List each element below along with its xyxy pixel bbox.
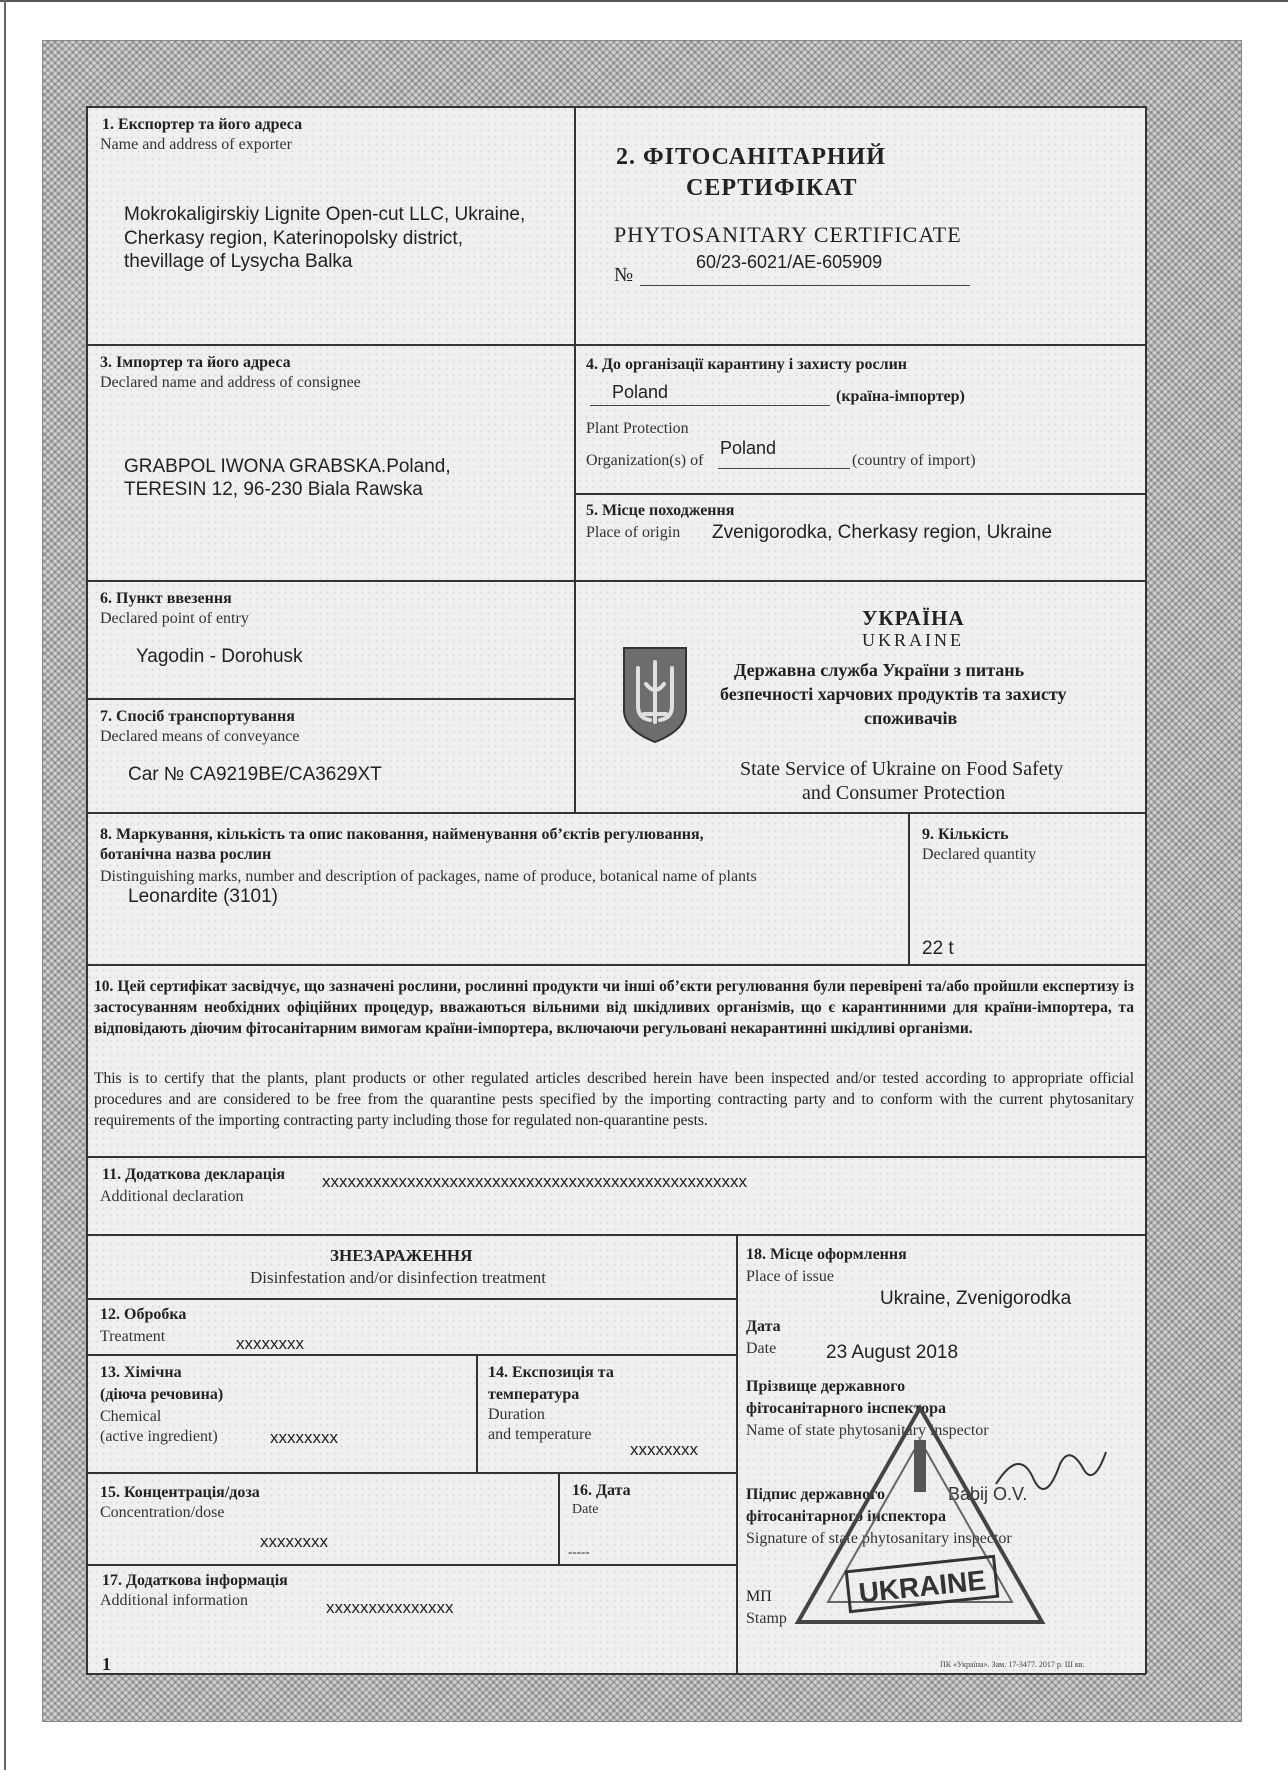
issue-date-label-en: Date: [746, 1340, 777, 1357]
page-number: 1: [102, 1654, 111, 1674]
treatment-date-label-uk: 16. Дата: [572, 1482, 631, 1499]
importer-line-2: TERESIN 12, 96-230 Biala Rawska: [124, 479, 423, 500]
authority-country-uk: УКРАЇНА: [862, 606, 965, 630]
treatment-date-label-en: Date: [572, 1502, 599, 1517]
rule: [1145, 106, 1147, 1674]
exporter-line-2: Cherkasy region, Katerinopolsky district,: [124, 228, 463, 249]
duration-value: xxxxxxxx: [630, 1440, 698, 1459]
quantity-label-en: Declared quantity: [922, 846, 1037, 863]
trident-icon: [620, 644, 690, 744]
signature-label-uk-1: Підпис державного: [746, 1486, 885, 1503]
chemical-label-en-1: Chemical: [100, 1408, 162, 1425]
certification-text-en: This is to certify that the plants, plant products or other regulated articles described herein have been inspected and/or tested according to appropriate official procedures and are considered to be free from the quarantine pests specified by the importing contracting party and to conform with the current phytosanitary requirements of the importing contracting party including those for regulated non-quarantine pests.: [94, 1070, 1134, 1129]
rule: [86, 1673, 1146, 1675]
inspector-label-uk-1: Прізвище державного: [746, 1378, 906, 1395]
issue-date-value: 23 August 2018: [826, 1342, 959, 1363]
additional-info-label-en: Additional information: [100, 1592, 248, 1609]
authority-name-uk-2: безпечності харчових продуктів та захисту: [720, 684, 1067, 704]
additional-info-value: xxxxxxxxxxxxxxx: [326, 1598, 454, 1617]
issue-place-label-uk: 18. Місце оформлення: [746, 1246, 907, 1263]
underline: [640, 285, 970, 286]
rule: [86, 580, 1146, 582]
npo-suffix-uk: (країна-імпортер): [836, 388, 965, 405]
entry-point-label-en: Declared point of entry: [100, 610, 249, 627]
disinfestation-title-en: Disinfestation and/or disinfection treatment: [250, 1268, 547, 1287]
stamp-label-uk: МП: [746, 1588, 772, 1605]
signature-icon: [990, 1440, 1110, 1500]
rule: [908, 812, 910, 964]
certification-text-uk: 10. Цей сертифікат засвідчує, що зазначені рослини, рослинні продукти чи інші об’єкти регулювання були перевірені та/або пройшли експертизу із застосуванням необхідних офіційних процедур, вважаються вільними від шкідливих організмів, що є карантинними для країни-імпортера, та відповідають діючим фітосанітарним вимогам країни-імпортера, включаючи регульовані некарантинні шкідливі організми.: [94, 978, 1134, 1037]
exporter-line-3: thevillage of Lysycha Balka: [124, 251, 353, 272]
entry-point-value: Yagodin - Dorohusk: [136, 646, 303, 667]
rule: [86, 1156, 1146, 1158]
rule: [86, 812, 1146, 814]
additional-info-label-uk: 17. Додаткова інформація: [102, 1572, 288, 1589]
rule: [558, 1472, 560, 1564]
rule: [86, 106, 88, 1674]
conveyance-value: Car № CA9219BE/CA3629XT: [128, 764, 382, 785]
chemical-label-uk-1: 13. Хімічна: [100, 1364, 182, 1381]
rule: [736, 1234, 738, 1674]
additional-declaration-value: xxxxxxxxxxxxxxxxxxxxxxxxxxxxxxxxxxxxxxxxxxxxxxxxxx: [322, 1172, 747, 1191]
exporter-label-uk: 1. Експортер та його адреса: [102, 116, 303, 133]
signature-label-uk-2: фітосанітарного інспектора: [746, 1508, 947, 1525]
goods-value: Leonardite (3101): [128, 886, 278, 907]
rule: [476, 1354, 478, 1472]
additional-declaration-label-en: Additional declaration: [100, 1188, 244, 1205]
rule: [86, 1354, 736, 1356]
importer-label-uk: 3. Імпортер та його адреса: [100, 354, 291, 371]
importer-line-1: GRABPOL IWONA GRABSKA.Poland,: [124, 456, 451, 477]
certificate-number: 60/23-6021/AE-605909: [696, 252, 883, 272]
duration-label-uk-1: 14. Експозиція та: [488, 1364, 614, 1381]
inspector-name: Babij O.V.: [948, 1484, 1028, 1504]
stamp-label-en: Stamp: [746, 1610, 787, 1627]
scan-edge-left: [4, 0, 6, 1770]
inspector-label-en: Name of state phytosanitary inspector: [746, 1422, 989, 1439]
inspector-label-uk-2: фітосанітарного інспектора: [746, 1400, 947, 1417]
npo-label-uk: 4. До організації карантину і захисту рослин: [586, 356, 908, 373]
stamp-text: UKRAINE: [857, 1564, 988, 1609]
number-label: №: [614, 264, 634, 286]
rule: [86, 964, 1146, 966]
treatment-value: xxxxxxxx: [236, 1334, 304, 1353]
authority-name-uk-3: споживачів: [864, 708, 958, 728]
origin-value: Zvenigorodka, Cherkasy region, Ukraine: [712, 522, 1053, 543]
origin-label-uk: 5. Місце походження: [586, 502, 735, 519]
rule: [86, 698, 574, 700]
conveyance-label-en: Declared means of conveyance: [100, 728, 300, 745]
rule: [574, 106, 576, 812]
disinfestation-title-uk: ЗНЕЗАРАЖЕННЯ: [330, 1246, 473, 1265]
concentration-label-en: Concentration/dose: [100, 1504, 225, 1521]
exporter-line-1: Mokrokaligirskiy Lignite Open-cut LLC, Ukraine,: [124, 204, 526, 225]
authority-name-en-2: and Consumer Protection: [802, 782, 1006, 804]
goods-label-en: Distinguishing marks, number and description of packages, name of produce, botanical name of plants: [100, 868, 757, 885]
goods-label-uk-2: ботанічна назва рослин: [100, 846, 272, 863]
rule: [86, 1298, 736, 1300]
authority-name-uk-1: Державна служба України з питань: [734, 660, 1025, 680]
issue-place-label-en: Place of issue: [746, 1268, 834, 1285]
rule: [574, 493, 1146, 495]
rule: [86, 106, 1146, 108]
concentration-value: xxxxxxxx: [260, 1532, 328, 1551]
duration-label-uk-2: температура: [488, 1386, 580, 1403]
issue-place-value: Ukraine, Zvenigorodka: [880, 1288, 1072, 1309]
authority-name-en-1: State Service of Ukraine on Food Safety: [740, 758, 1064, 780]
authority-country-en: UKRAINE: [862, 630, 964, 650]
treatment-label-en: Treatment: [100, 1328, 166, 1345]
underline: [718, 468, 850, 469]
exporter-label-en: Name and address of exporter: [100, 136, 292, 153]
origin-label-en: Place of origin: [586, 524, 681, 541]
goods-label-uk-1: 8. Маркування, кількість та опис паковання, найменування об’єктів регулювання,: [100, 826, 704, 843]
chemical-label-uk-2: (діюча речовина): [100, 1386, 224, 1403]
chemical-label-en-2: (active ingredient): [100, 1428, 218, 1445]
issue-date-label-uk: Дата: [746, 1318, 781, 1335]
rule: [86, 1564, 736, 1566]
scan-edge-top: [0, 0, 1288, 14]
rule: [86, 344, 1146, 346]
rule: [86, 1234, 1146, 1236]
conveyance-label-uk: 7. Спосіб транспортування: [100, 708, 295, 725]
quantity-value: 22 t: [922, 938, 954, 959]
additional-declaration-label-uk: 11. Додаткова декларація: [102, 1166, 286, 1183]
official-stamp-icon: [790, 1400, 1050, 1630]
certificate-title-en: PHYTOSANITARY CERTIFICATE: [614, 222, 962, 247]
rule: [86, 1472, 736, 1474]
duration-label-en-1: Duration: [488, 1406, 545, 1423]
npo-label-en-2: Organization(s) of: [586, 452, 704, 469]
underline: [590, 405, 830, 406]
treatment-label-uk: 12. Обробка: [100, 1306, 187, 1323]
quantity-label-uk: 9. Кількість: [922, 826, 1009, 843]
npo-suffix-en: (country of import): [852, 452, 976, 469]
certificate-title-uk-2: СЕРТИФІКАТ: [686, 175, 858, 201]
entry-point-label-uk: 6. Пункт ввезення: [100, 590, 232, 607]
npo-country-1: Poland: [612, 382, 669, 402]
signature-label-en: Signature of state phytosanitary inspector: [746, 1530, 1012, 1547]
duration-label-en-2: and temperature: [488, 1426, 592, 1443]
importer-label-en: Declared name and address of consignee: [100, 374, 361, 391]
treatment-date-value: -----: [568, 1544, 590, 1559]
print-note: ПК «Україна». Зам. 17-3477. 2017 р. Ш кв.: [940, 1660, 1085, 1669]
concentration-label-uk: 15. Концентрація/доза: [100, 1484, 260, 1501]
chemical-value: xxxxxxxx: [270, 1428, 338, 1447]
npo-country-2: Poland: [720, 438, 777, 458]
certificate-title-uk-1: 2. ФІТОСАНІТАРНИЙ: [616, 144, 886, 170]
npo-label-en-1: Plant Protection: [586, 420, 689, 437]
